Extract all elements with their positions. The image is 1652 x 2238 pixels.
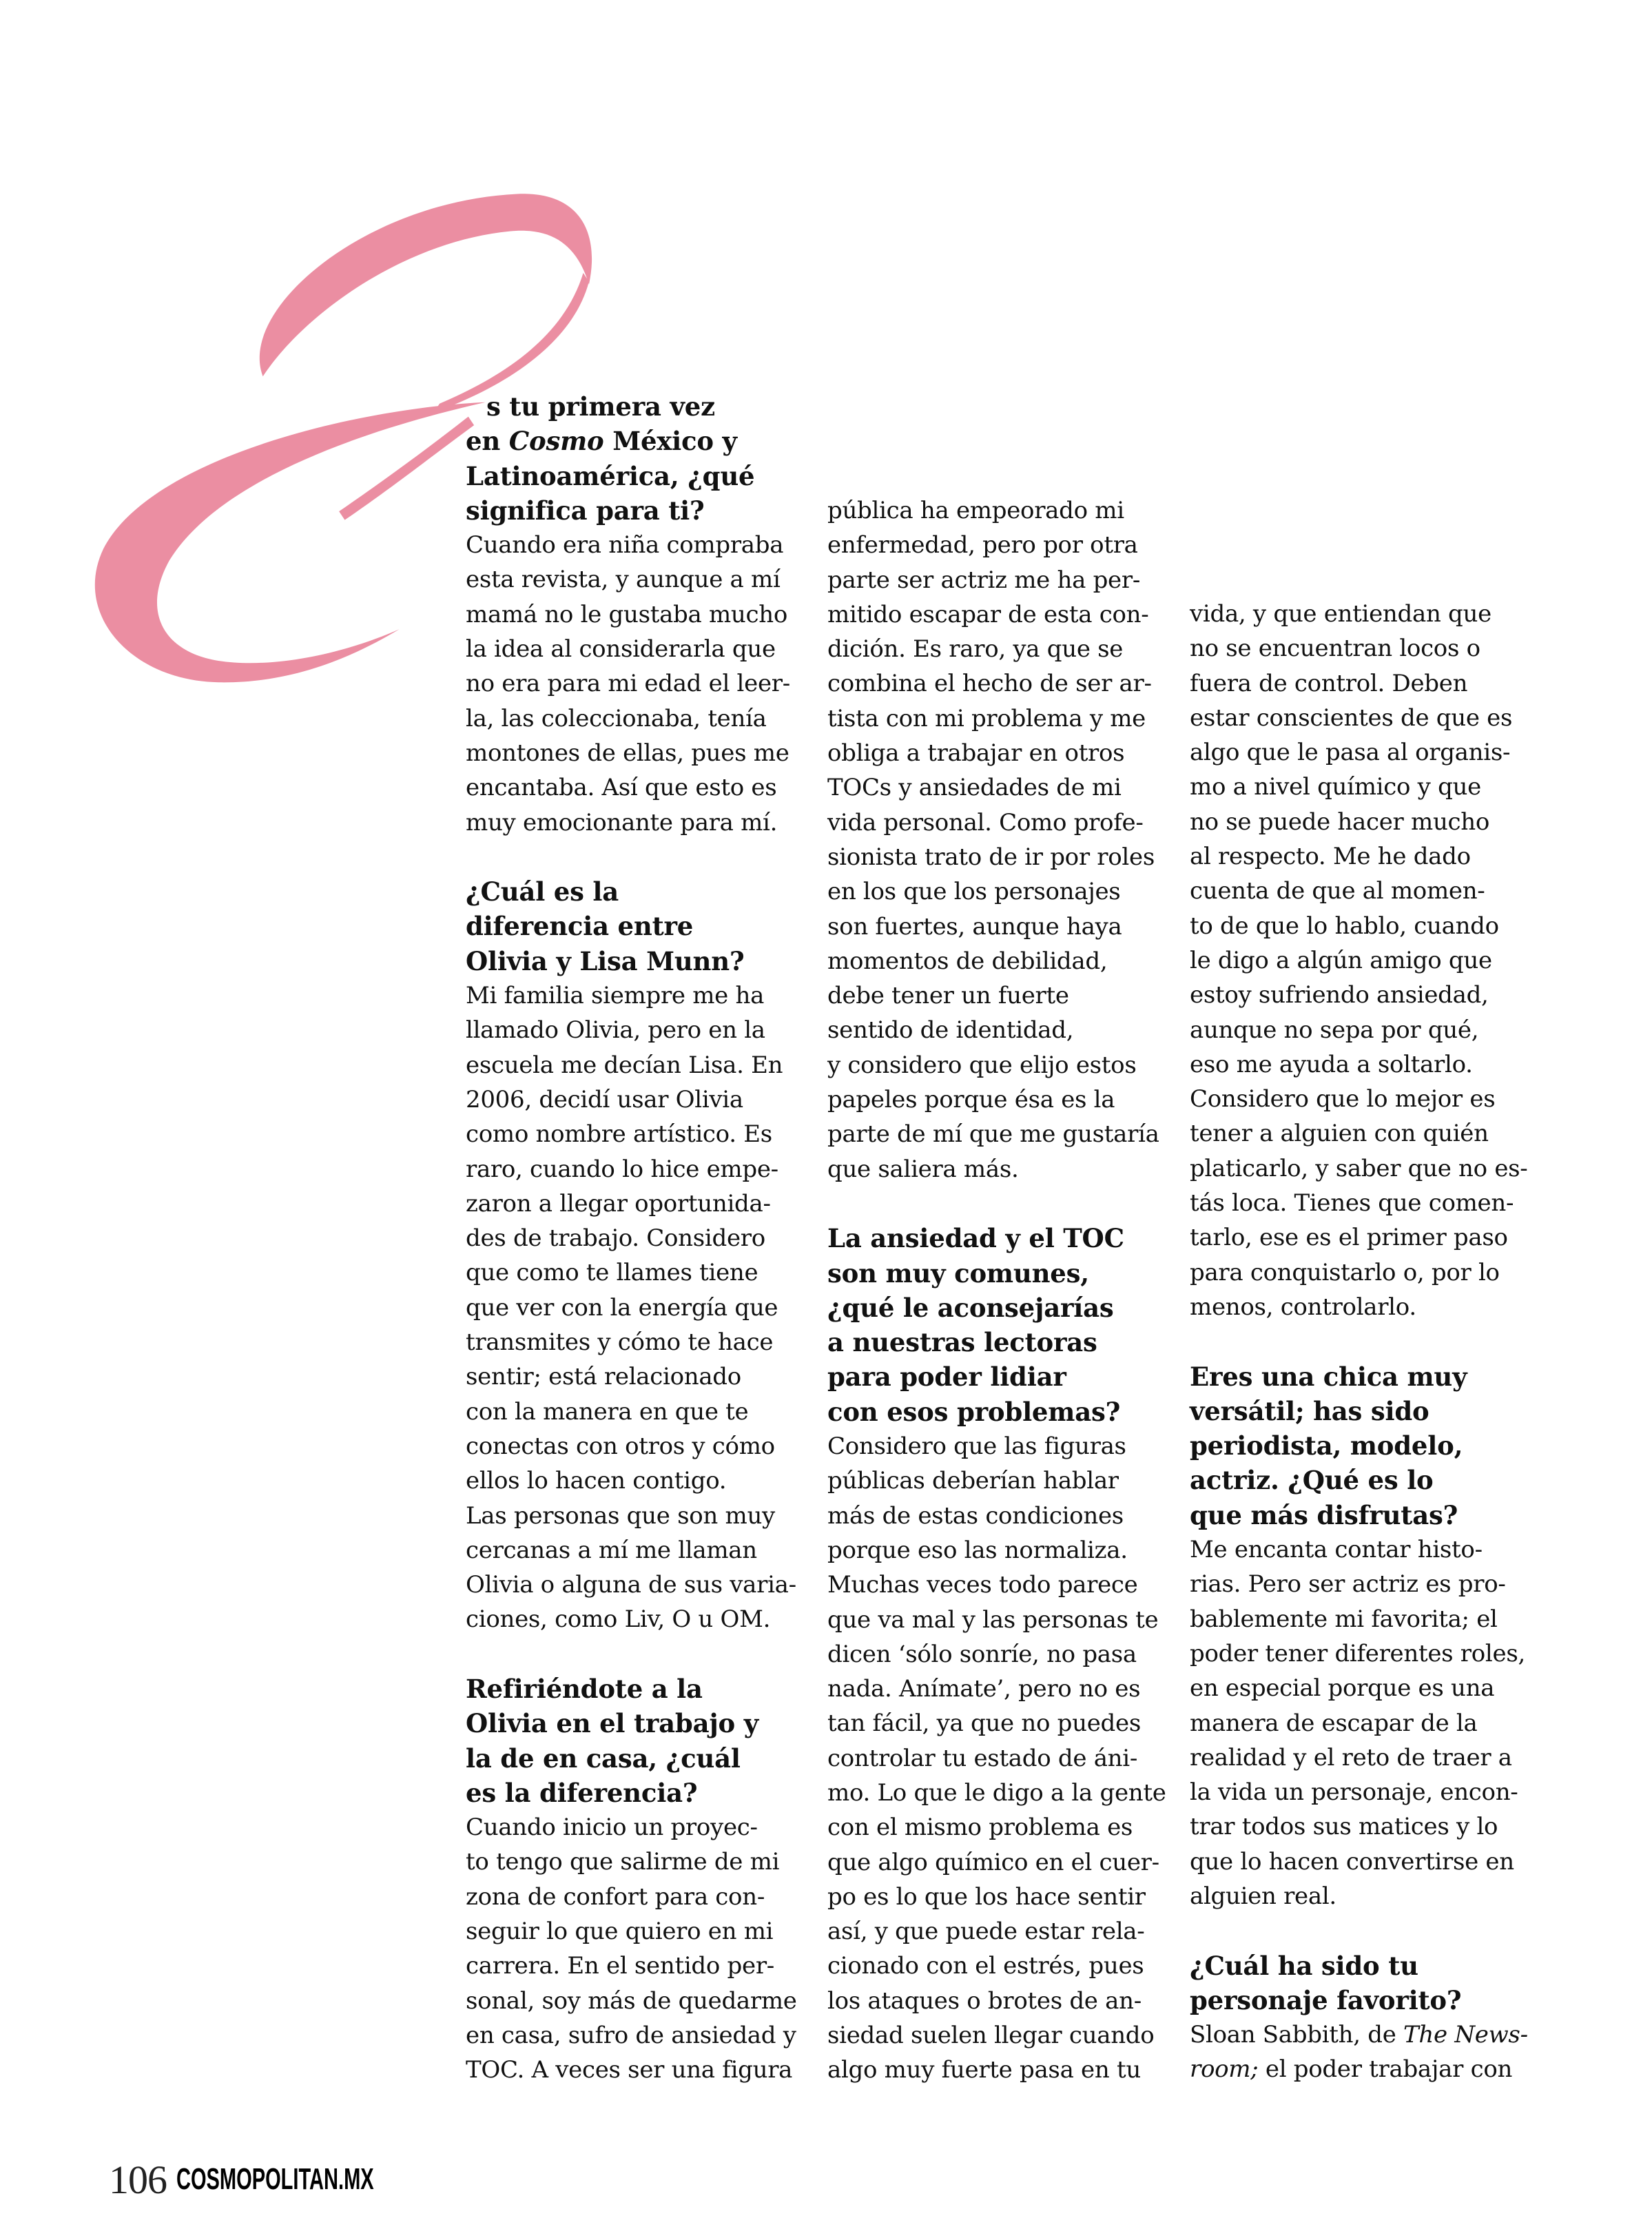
- answer-paragraph: [466, 978, 810, 1637]
- text-line: en los que los personajes: [827, 878, 1121, 906]
- text-line: no se encuentran locos o: [1190, 635, 1480, 663]
- text-line: significa para ti?: [466, 495, 705, 526]
- text-segment: en: [466, 426, 509, 457]
- text-line: TOCs y ansiedades de mi: [827, 774, 1122, 802]
- text-line: Mi familia siempre me ha: [466, 982, 765, 1010]
- text-line: diferencia entre: [466, 911, 694, 942]
- text-line: enfermedad, pero por otra: [827, 531, 1138, 560]
- text-line: to de que lo hablo, cuando: [1190, 912, 1499, 940]
- text-line: aunque no sepa por qué,: [1190, 1016, 1479, 1044]
- text-line: ¿Cuál ha sido tu: [1190, 1950, 1418, 1981]
- question-heading: [827, 1221, 1172, 1429]
- answer-paragraph: [1190, 1532, 1534, 1913]
- text-line: alguien real.: [1190, 1882, 1336, 1910]
- text-line: cercanas a mí me llaman: [466, 1536, 757, 1564]
- text-line: montones de ellas, pues me: [466, 739, 789, 767]
- question-heading: [466, 874, 810, 978]
- text-line: le digo a algún amigo que: [1190, 946, 1492, 974]
- text-line: [466, 424, 810, 458]
- text-line: fuera de control. Deben: [1190, 669, 1468, 697]
- text-line: que como te llames tiene: [466, 1259, 758, 1287]
- text-line: 2006, decidí usar Olivia: [466, 1085, 743, 1113]
- question-heading: [466, 1672, 810, 1810]
- text-line: actriz. ¿Qué es lo: [1190, 1465, 1434, 1496]
- text-line: sentido de identidad,: [827, 1016, 1074, 1045]
- text-line: parte de mí que me gustaría: [827, 1120, 1159, 1149]
- text-line: sentir; está relacionado: [466, 1363, 741, 1391]
- answer-paragraph: [1190, 2018, 1534, 2087]
- text-line: des de trabajo. Considero: [466, 1224, 765, 1253]
- text-line: porque eso las normaliza.: [827, 1536, 1128, 1564]
- text-line: Considero que las figuras: [827, 1433, 1126, 1461]
- text-line: versátil; has sido: [1190, 1395, 1429, 1426]
- question-heading: [466, 389, 810, 528]
- text-line: tener a alguien con quién: [1190, 1120, 1489, 1148]
- text-line: tarlo, ese es el primer paso: [1190, 1224, 1508, 1252]
- text-line: la, las coleccionaba, tenía: [466, 704, 767, 732]
- text-line: mamá no le gustaba mucho: [466, 600, 788, 628]
- answer-paragraph: [827, 1429, 1172, 2088]
- text-line: llamado Olivia, pero en la: [466, 1016, 765, 1045]
- text-line: Olivia o alguna de sus varia-: [466, 1571, 796, 1599]
- text-line: sionista trato de ir por roles: [827, 843, 1155, 871]
- text-line: vida personal. Como profe-: [827, 808, 1144, 836]
- text-line: seguir lo que quiero en mi: [466, 1918, 774, 1946]
- text-line: más de estas condiciones: [827, 1501, 1124, 1530]
- answer-paragraph: [827, 493, 1172, 1187]
- text-line: pública ha empeorado mi: [827, 497, 1124, 524]
- article-column-3: [1190, 597, 1534, 2087]
- text-line: cuenta de que al momen-: [1190, 877, 1485, 905]
- text-line: rias. Pero ser actriz es pro-: [1190, 1570, 1506, 1599]
- answer-paragraph: [1190, 597, 1534, 1324]
- text-line: estar conscientes de que es: [1190, 704, 1513, 732]
- text-line: con esos problemas?: [827, 1396, 1121, 1427]
- text-line: platicarlo, y saber que no es-: [1190, 1154, 1528, 1182]
- italic-text: Cosmo: [508, 426, 604, 457]
- italic-text: The News-: [1403, 2021, 1528, 2049]
- text-line: raro, cuando lo hice empe-: [466, 1155, 778, 1183]
- text-line: Latinoamérica, ¿qué: [466, 460, 755, 491]
- article-column-1: [466, 389, 810, 2088]
- text-line: Cuando inicio un proyec-: [466, 1814, 758, 1842]
- text-line: que más disfrutas?: [1190, 1499, 1458, 1530]
- text-line: transmites y cómo te hace: [466, 1328, 774, 1357]
- text-line: que ver con la energía que: [466, 1293, 778, 1322]
- text-line: escuela me decían Lisa. En: [466, 1051, 783, 1079]
- text-line: s tu primera vez: [486, 391, 715, 422]
- text-line: Me encanta contar histo-: [1190, 1536, 1483, 1564]
- text-line: sonal, soy más de quedarme: [466, 1987, 797, 2015]
- text-line: para conquistarlo o, por lo: [1190, 1258, 1500, 1286]
- text-line: que va mal y las personas te: [827, 1605, 1159, 1634]
- text-line: debe tener un fuerte: [827, 982, 1069, 1010]
- text-line: po es lo que los hace sentir: [827, 1882, 1146, 1911]
- text-line: dición. Es raro, ya que se: [827, 635, 1124, 664]
- text-line: como nombre artístico. Es: [466, 1120, 772, 1149]
- article-column-2: [827, 493, 1172, 2088]
- text-line: algo muy fuerte pasa en tu: [827, 2056, 1141, 2084]
- text-line: los ataques o brotes de an-: [827, 1987, 1142, 2015]
- text-line: zaron a llegar oportunida-: [466, 1189, 771, 1218]
- text-line: que lo hacen convertirse en: [1190, 1847, 1514, 1876]
- text-line: periodista, modelo,: [1190, 1430, 1463, 1461]
- text-line: papeles porque ésa es la: [827, 1086, 1115, 1114]
- text-line: a nuestras lectoras: [827, 1327, 1097, 1358]
- text-line: vida, y que entiendan que: [1190, 600, 1491, 628]
- text-line: menos, controlarlo.: [1190, 1293, 1416, 1321]
- text-line: no era para mi edad el leer-: [466, 670, 790, 698]
- text-line: La ansiedad y el TOC: [827, 1223, 1124, 1254]
- text-line: Refiriéndote a la: [466, 1673, 703, 1704]
- text-line: algo que le pasa al organis-: [1190, 739, 1511, 767]
- text-segment: el poder trabajar con: [1258, 2055, 1513, 2084]
- text-line: la idea al considerarla que: [466, 635, 776, 664]
- answer-paragraph: [466, 528, 810, 840]
- text-segment: Sloan Sabbith, de: [1190, 2021, 1404, 2049]
- text-line: la de en casa, ¿cuál: [466, 1743, 741, 1774]
- question-heading: [1190, 1359, 1534, 1532]
- text-line: tista con mi problema y me: [827, 704, 1146, 732]
- text-line: poder tener diferentes roles,: [1190, 1639, 1525, 1667]
- text-line: ellos lo hacen contigo.: [466, 1467, 727, 1495]
- text-line: en casa, sufro de ansiedad y: [466, 2021, 796, 2049]
- text-line: TOC. A veces ser una figura: [466, 2056, 793, 2084]
- text-line: no se puede hacer mucho: [1190, 808, 1490, 836]
- text-line: cionado con el estrés, pues: [827, 1952, 1144, 1980]
- page-footer: [109, 2155, 475, 2204]
- text-line: Olivia y Lisa Munn?: [466, 945, 745, 976]
- text-line: y considero que elijo estos: [827, 1051, 1137, 1079]
- text-line: con la manera en que te: [466, 1397, 749, 1426]
- text-line: siedad suelen llegar cuando: [827, 2022, 1155, 2050]
- text-line: al respecto. Me he dado: [1190, 843, 1471, 871]
- answer-paragraph: [466, 1810, 810, 2087]
- text-line: combina el hecho de ser ar-: [827, 670, 1152, 698]
- text-line: ¿qué le aconsejarías: [827, 1292, 1114, 1323]
- text-line: mitido escapar de esta con-: [827, 600, 1149, 628]
- text-line: Muchas veces todo parece: [827, 1571, 1138, 1599]
- text-line: zona de confort para con-: [466, 1882, 765, 1911]
- text-line: son fuertes, aunque haya: [827, 912, 1122, 941]
- text-line: estoy sufriendo ansiedad,: [1190, 981, 1489, 1009]
- text-segment: México y: [603, 426, 737, 457]
- text-line: [1190, 2052, 1534, 2086]
- italic-text: room;: [1190, 2055, 1259, 2084]
- text-line: eso me ayuda a soltarlo.: [1190, 1050, 1473, 1078]
- text-line: dicen ‘sólo sonríe, no pasa: [827, 1640, 1137, 1668]
- text-line: mo a nivel químico y que: [1190, 773, 1481, 801]
- text-line: personaje favorito?: [1190, 1984, 1462, 2015]
- text-line: Cuando era niña compraba: [466, 531, 784, 560]
- text-line: Eres una chica muy: [1190, 1361, 1467, 1392]
- text-line: en especial porque es una: [1190, 1674, 1495, 1703]
- text-line: controlar tu estado de áni-: [827, 1744, 1138, 1772]
- text-line: obliga a trabajar en otros: [827, 739, 1125, 768]
- text-line: Olivia en el trabajo y: [466, 1708, 759, 1739]
- text-line: Las personas que son muy: [466, 1501, 775, 1530]
- text-line: ¿Cuál es la: [466, 876, 619, 907]
- text-line: públicas deberían hablar: [827, 1467, 1119, 1495]
- text-line: para poder lidiar: [827, 1362, 1066, 1393]
- text-line: son muy comunes,: [827, 1257, 1089, 1289]
- text-line: así, y que puede estar rela-: [827, 1918, 1145, 1946]
- text-line: trar todos sus matices y lo: [1190, 1813, 1498, 1841]
- text-line: esta revista, y aunque a mí: [466, 566, 781, 594]
- text-line: bablemente mi favorita; el: [1190, 1605, 1498, 1633]
- site-name: COSMOPOLITAN.MX: [176, 2162, 374, 2196]
- text-line: que algo químico en el cuer-: [827, 1848, 1159, 1876]
- text-line: ciones, como Liv, O u OM.: [466, 1605, 771, 1634]
- page-number: 106: [109, 2157, 167, 2202]
- text-line: manera de escapar de la: [1190, 1709, 1478, 1737]
- text-line: mo. Lo que le digo a la gente: [827, 1778, 1166, 1807]
- text-line: to tengo que salirme de mi: [466, 1848, 780, 1876]
- text-line: tan fácil, ya que no puedes: [827, 1710, 1141, 1738]
- text-line: encantaba. Así que esto es: [466, 774, 777, 802]
- text-line: la vida un personaje, encon-: [1190, 1778, 1518, 1807]
- text-line: conectas con otros y cómo: [466, 1432, 775, 1460]
- text-line: nada. Anímate’, pero no es: [827, 1675, 1141, 1703]
- text-line: muy emocionante para mí.: [466, 808, 778, 836]
- question-heading: [1190, 1949, 1534, 2018]
- text-line: con el mismo problema es: [827, 1814, 1133, 1842]
- text-line: realidad y el reto de traer a: [1190, 1743, 1512, 1772]
- text-line: Considero que lo mejor es: [1190, 1085, 1496, 1113]
- text-line: es la diferencia?: [466, 1777, 698, 1808]
- text-line: carrera. En el sentido per-: [466, 1952, 774, 1980]
- text-line: momentos de debilidad,: [827, 947, 1108, 975]
- text-line: parte ser actriz me ha per-: [827, 566, 1141, 594]
- text-line: que saliera más.: [827, 1155, 1019, 1183]
- text-line: [1190, 2018, 1534, 2052]
- text-line: tás loca. Tienes que comen-: [1190, 1189, 1514, 1218]
